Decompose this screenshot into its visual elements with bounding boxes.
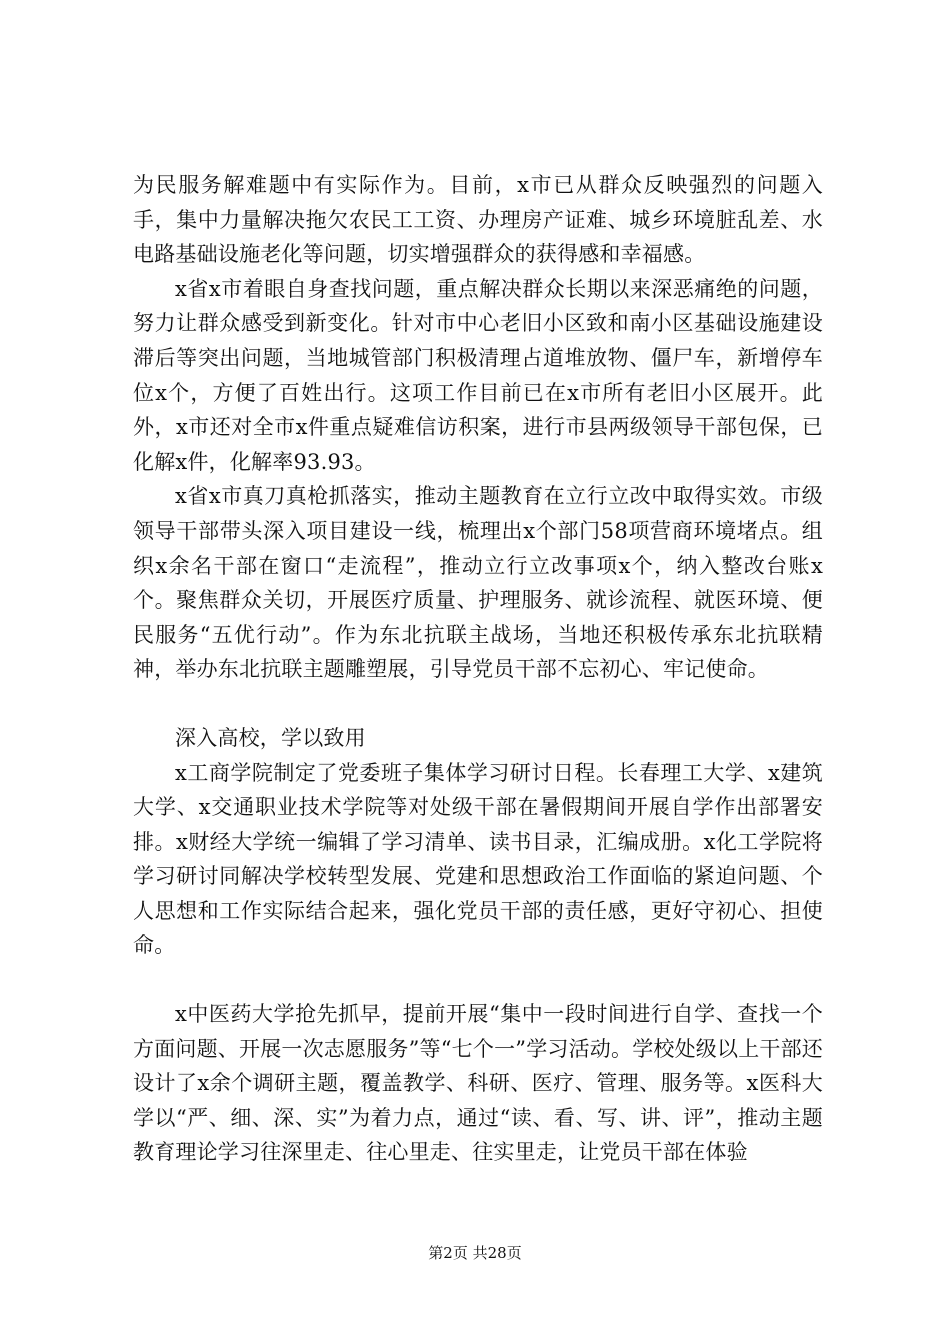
- page-number-footer: 第2页 共28页: [428, 1244, 522, 1262]
- paragraph-medical-university: x中医药大学抢先抓早，提前开展“集中一段时间进行自学、查找一个方面问题、开展一次志愿服务”等“七个一”学习活动。学校处级以上干部还设计了x余个调研主题，覆盖教学、科研、医疗、管理、服务等。x医科大学以“严、细、深、实”为着力点，通过“读、看、写、讲、评”，推动主题教育理论学习往深里走、往心里走、往实里走，让党员干部在体验: [133, 1002, 824, 1165]
- section-heading: 深入高校，学以致用: [175, 725, 366, 750]
- paragraph-continuation: 为民服务解难题中有实际作为。目前，x市已从群众反映强烈的问题入手，集中力量解决拖欠农民工工资、办理房产证难、城乡环境脏乱差、水电路基础设施老化等问题，切实增强群众的获得感和幸福感。: [133, 173, 823, 267]
- paragraph-colleges-study: x工商学院制定了党委班子集体学习研讨日程。长春理工大学、x建筑大学、x交通职业技术学院等对处级干部在暑假期间开展自学作出部署安排。x财经大学统一编辑了学习清单、读书目录，汇编成册。x化工学院将学习研讨同解决学校转型发展、党建和思想政治工作面临的紧迫问题、个人思想和工作实际结合起来，强化党员干部的责任感，更好守初心、担使命。: [133, 760, 823, 958]
- paragraph-city-problems: x省x市着眼自身查找问题，重点解决群众长期以来深恶痛绝的问题，努力让群众感受到新变化。针对市中心老旧小区致和南小区基础设施建设滞后等突出问题，当地城管部门积极清理占道堆放物、僵尸车，新增停车位x个，方便了百姓出行。这项工作目前已在x市所有老旧小区展开。此外，x市还对全市x件重点疑难信访积案，进行市县两级领导干部包保，已化解x件，化解率93.93。: [133, 276, 823, 474]
- document-body: [133, 168, 823, 1170]
- paragraph-city-implementation: x省x市真刀真枪抓落实，推动主题教育在立行立改中取得实效。市级领导干部带头深入项目建设一线，梳理出x个部门58项营商环境堵点。组织x余名干部在窗口“走流程”，推动立行立改事项x个，纳入整改台账x个。聚焦群众关切，开展医疗质量、护理服务、就诊流程、就医环境、便民服务“五优行动”。作为东北抗联主战场，当地还积极传承东北抗联精神，举办东北抗联主题雕塑展，引导党员干部不忘初心、牢记使命。: [133, 484, 823, 682]
